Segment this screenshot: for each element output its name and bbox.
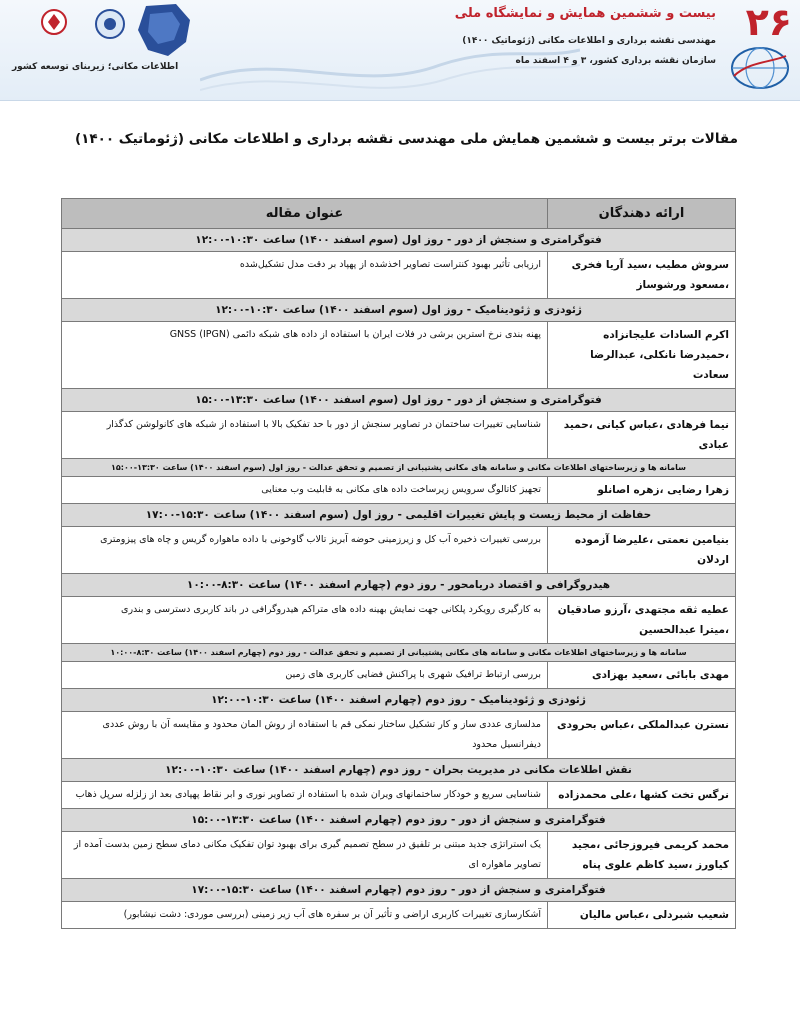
session-row [62, 759, 736, 782]
session-label: هیدروگرافی و اقتصاد دریامحور - روز دوم (چهارم اسفند ۱۴۰۰) ساعت ۸:۳۰-۱۰:۰۰ [62, 574, 736, 597]
papers-table [61, 198, 736, 929]
paper-row [62, 712, 736, 759]
paper-row [62, 782, 736, 809]
conference-header [0, 0, 800, 101]
paper-authors: شعیب شبردلی ،عباس مالیان [548, 902, 736, 929]
paper-row [62, 322, 736, 389]
paper-row [62, 252, 736, 299]
session-row [62, 504, 736, 527]
iran-map-logo-icon [138, 4, 190, 56]
paper-row [62, 412, 736, 459]
session-label: ژئودزی و ژئودینامیک - روز دوم (چهارم اسفند ۱۴۰۰) ساعت ۱۰:۳۰-۱۲:۰۰ [62, 689, 736, 712]
papers-table-container [62, 198, 736, 929]
session-row [62, 809, 736, 832]
session-label: سامانه ها و زیرساختهای اطلاعات مکانی و سامانه های مکانی پشتیبانی از تصمیم و تحقق عدالت - روز دوم (چهارم اسفند ۱۴۰۰) ساعت ۸:۳۰-۱۰:۰۰ [62, 644, 736, 662]
session-row [62, 459, 736, 477]
session-row [62, 689, 736, 712]
session-label: فتوگرامتری و سنجش از دور - روز اول (سوم اسفند ۱۴۰۰) ساعت ۱۳:۳۰-۱۵:۰۰ [62, 389, 736, 412]
decorative-wave [200, 10, 580, 100]
paper-title: تجهیز کاتالوگ سرویس زیرساخت داده های مکانی به قابلیت وب معنایی [62, 477, 548, 504]
paper-authors: محمد کریمی فیروزجائی ،مجید کیاورز ،سید کاظم علوی پناه [548, 832, 736, 879]
conference-organizer: سازمان نقشه برداری کشور، ۳ و ۴ اسفند ماه [515, 56, 716, 66]
paper-authors: زهرا رضایی ،زهره اصانلو [548, 477, 736, 504]
paper-title: مدلسازی عددی ساز و کار تشکیل ساختار نمکی قم با استفاده از روش المان محدود و مقایسه آن با روش عددی دیفرانسیل محدود [62, 712, 548, 759]
session-label: ژئودزی و ژئودینامیک - روز اول (سوم اسفند ۱۴۰۰) ساعت ۱۰:۳۰-۱۲:۰۰ [62, 299, 736, 322]
conference-slogan: اطلاعات مکانی؛ زیربنای توسعه کشور [12, 62, 179, 72]
paper-row [62, 527, 736, 574]
session-row [62, 389, 736, 412]
session-row [62, 574, 736, 597]
paper-title: ارزیابی تأثیر بهبود کنتراست تصاویر اخذشده از پهپاد بر دقت مدل تشکیل‌شده [62, 252, 548, 299]
paper-authors: مهدی بابائی ،سعید بهزادی [548, 662, 736, 689]
table-header-row [62, 199, 736, 229]
paper-row [62, 662, 736, 689]
paper-authors: اکرم السادات علیجانزاده ،حمیدرضا نانکلی، عبدالرضا سعادت [548, 322, 736, 389]
paper-title: پهنه بندی نرخ استرین برشی در فلات ایران با استفاده از داده های شبکه دائمی GNSS (IPGN) [62, 322, 548, 389]
paper-authors: نیما فرهادی ،عباس کیانی ،حمید عبادی [548, 412, 736, 459]
session-label: فتوگرامتری و سنجش از دور - روز دوم (چهارم اسفند ۱۴۰۰) ساعت ۱۳:۳۰-۱۵:۰۰ [62, 809, 736, 832]
paper-authors: بنیامین نعمتی ،علیرضا آزموده اردلان [548, 527, 736, 574]
geomatics-logo-icon [728, 42, 792, 94]
paper-authors: نرگس تخت کشها ،علی محمدزاده [548, 782, 736, 809]
paper-row [62, 597, 736, 644]
paper-title: شناسایی سریع و خودکار ساختمانهای ویران شده با استفاده از تصاویر نوری و ابر نقاط پهپادی بعد از زلزله سرپل ذهاب [62, 782, 548, 809]
paper-title: به کارگیری رویکرد پلکانی جهت نمایش بهینه داده های متراکم هیدروگرافی در باند کاربری دسترسی و بندری [62, 597, 548, 644]
session-label: حفاظت از محیط زیست و پایش تغییرات اقلیمی - روز اول (سوم اسفند ۱۴۰۰) ساعت ۱۵:۳۰-۱۷:۰۰ [62, 504, 736, 527]
column-header-title: عنوان مقاله [62, 199, 548, 229]
conference-subtitle: مهندسی نقشه برداری و اطلاعات مکانی (ژئوماتیک ۱۴۰۰) [462, 36, 716, 46]
paper-authors: عطیه ثقه مجتهدی ،آرزو صادقیان ،میترا عبدالحسین [548, 597, 736, 644]
paper-title: آشکارسازی تغییرات کاربری اراضی و تأثیر آن بر سفره های آب زیر زمینی (بررسی موردی: دشت نیشابور) [62, 902, 548, 929]
session-row [62, 229, 736, 252]
paper-row [62, 477, 736, 504]
session-label: نقش اطلاعات مکانی در مدیریت بحران - روز دوم (چهارم اسفند ۱۴۰۰) ساعت ۱۰:۳۰-۱۲:۰۰ [62, 759, 736, 782]
session-label: فتوگرامتری و سنجش از دور - روز اول (سوم اسفند ۱۴۰۰) ساعت ۱۰:۳۰-۱۲:۰۰ [62, 229, 736, 252]
table-body [62, 229, 736, 929]
conference-number: ۲۶ [745, 0, 792, 44]
paper-row [62, 832, 736, 879]
partner-logos [8, 0, 198, 98]
session-label: سامانه ها و زیرساختهای اطلاعات مکانی و سامانه های مکانی پشتیبانی از تصمیم و تحقق عدالت - روز اول (سوم اسفند ۱۴۰۰) ساعت ۱۳:۳۰-۱۵:۰۰ [62, 459, 736, 477]
paper-row [62, 902, 736, 929]
organization-logo-icon [96, 10, 124, 38]
session-row [62, 879, 736, 902]
page-title: مقالات برتر بیست و ششمین همایش ملی مهندسی نقشه برداری و اطلاعات مکانی (ژئوماتیک ۱۴۰۰) [74, 131, 738, 147]
paper-authors: سروش مطیب ،سید آریا فخری ،مسعود ورشوساز [548, 252, 736, 299]
paper-title: بررسی تغییرات ذخیره آب کل و زیرزمینی حوضه آبریز تالاب گاوخونی با داده ماهواره گریس و چاه های پیزومتری [62, 527, 548, 574]
paper-authors: نسترن عبدالملکی ،عباس بحرودی [548, 712, 736, 759]
geomatics-society-logo-icon [42, 10, 66, 34]
column-header-authors: ارائه دهندگان [548, 199, 736, 229]
paper-title: یک استراتژی جدید مبتنی بر تلفیق در سطح تصمیم گیری برای بهبود توان تفکیک مکانی دمای سطح زمین بدست آمده از تصاویر ماهواره ای [62, 832, 548, 879]
session-label: فتوگرامتری و سنجش از دور - روز دوم (چهارم اسفند ۱۴۰۰) ساعت ۱۵:۳۰-۱۷:۰۰ [62, 879, 736, 902]
session-row [62, 299, 736, 322]
paper-title: شناسایی تغییرات ساختمان در تصاویر سنجش از دور با حد تفکیک بالا با استفاده از شبکه های کانولوشن کدگذار [62, 412, 548, 459]
session-row [62, 644, 736, 662]
paper-title: بررسی ارتباط ترافیک شهری با پراکنش فضایی کاربری های زمین [62, 662, 548, 689]
conference-title: بیست و ششمین همایش و نمایشگاه ملی [454, 6, 716, 21]
